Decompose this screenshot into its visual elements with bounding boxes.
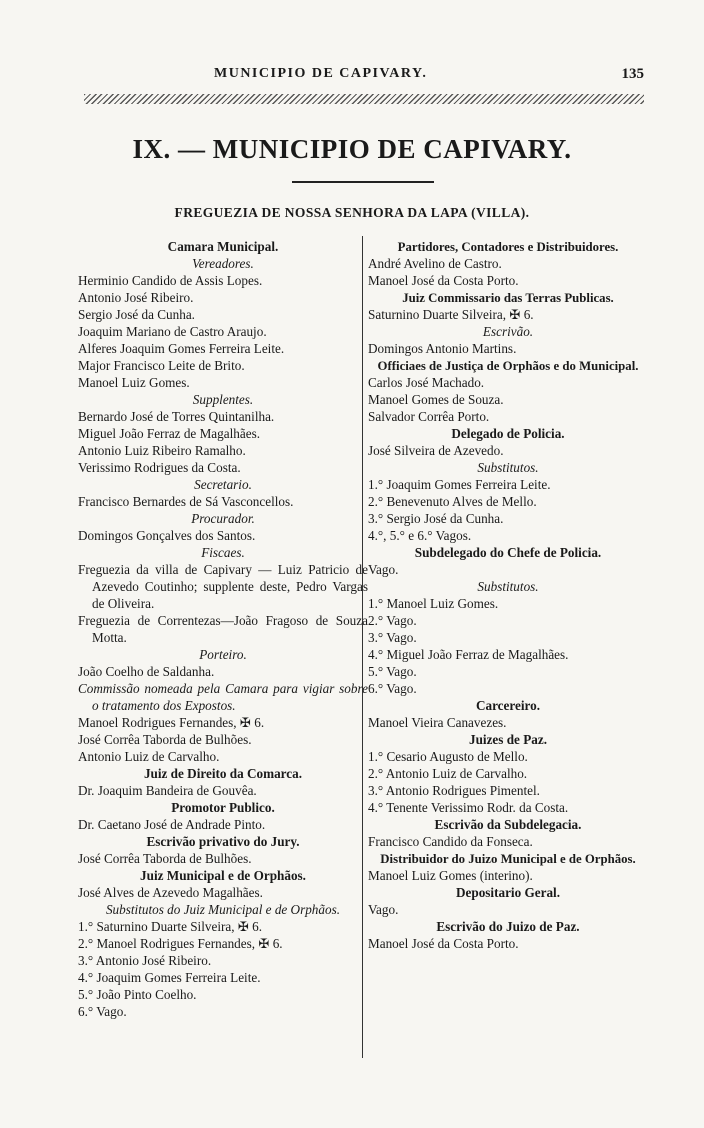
list-item: Miguel João Ferraz de Magalhães. [78,426,260,441]
subsection-heading: Porteiro. [199,647,247,662]
list-item: 2.° Antonio Luiz de Carvalho. [368,766,528,781]
section-heading: Juiz Commissario das Terras Publicas. [402,291,614,305]
list-item: José Alves de Azevedo Magalhães. [78,885,263,900]
list-item: Manoel Luiz Gomes. [78,375,190,390]
subsection-heading: Substitutos. [477,579,539,594]
list-item: 2.° Vago. [368,613,417,628]
list-item: Joaquim Mariano de Castro Araujo. [78,324,267,339]
list-item: Domingos Antonio Martins. [368,341,517,356]
list-item: Manoel José da Costa Porto. [368,936,519,951]
list-item: André Avelino de Castro. [368,256,502,271]
list-item: 6.° Vago. [368,681,417,696]
list-item: 2.° Benevenuto Alves de Mello. [368,494,537,509]
list-item: Francisco Bernardes de Sá Vasconcellos. [78,494,294,509]
list-item: Francisco Candido da Fonseca. [368,834,533,849]
list-item: 3.° Vago. [368,630,417,645]
section-heading: Partidores, Contadores e Distribuidores. [397,240,619,254]
list-item: Major Francisco Leite de Brito. [78,358,245,373]
list-item: Dr. Joaquim Bandeira de Gouvêa. [78,783,257,798]
list-item: 6.° Vago. [78,1004,127,1019]
list-item: Alferes Joaquim Gomes Ferreira Leite. [78,341,285,356]
subsection-heading: Procurador. [191,511,255,526]
list-item: 1.° Saturnino Duarte Silveira, ✠ 6. [78,919,263,934]
subsection-heading: Vereadores. [192,256,254,271]
freguezia-heading: FREGUEZIA DE NOSSA SENHORA DA LAPA (VILLA). [174,205,530,220]
section-heading: Juizes de Paz. [468,732,547,747]
list-item: 3.° Antonio Rodrigues Pimentel. [368,783,540,798]
subsection-heading: Substitutos. [477,460,539,475]
section-heading: Juiz Municipal e de Orphãos. [140,868,306,883]
page-number: 135 [621,66,644,82]
section-heading: Subdelegado do Chefe de Policia. [414,545,602,560]
paragraph-item: Freguezia da villa de Capivary — Luiz Patricio de Azevedo Coutinho; supplente deste, Pedro Vargas de Oliveira. [78,562,368,611]
list-item: 2.° Manoel Rodrigues Fernandes, ✠ 6. [78,936,283,951]
section-heading: Escrivão privativo do Jury. [146,834,300,849]
subsection-heading: Substitutos do Juiz Municipal e de Orphãos. [105,902,341,917]
section-heading: Distribuidor do Juizo Municipal e de Orphãos. [380,852,636,866]
list-item: Bernardo José de Torres Quintanilha. [78,409,275,424]
subsection-heading: Fiscaes. [201,545,245,560]
list-item: João Coelho de Saldanha. [78,664,215,679]
subsection-heading: Secretario. [194,477,252,492]
list-item: Vago. [368,562,399,577]
list-item: Vago. [368,902,399,917]
list-item: 5.° João Pinto Coelho. [78,987,197,1002]
section-heading: Escrivão do Juizo de Paz. [436,919,580,934]
paragraph-item: Freguezia de Correntezas—João Fragoso de Souza Motta. [78,613,368,645]
left-column [78,238,368,1020]
list-item: Antonio Luiz Ribeiro Ramalho. [78,443,246,458]
list-item: Manoel Luiz Gomes (interino). [368,868,533,883]
list-item: Salvador Corrêa Porto. [368,409,490,424]
section-heading: Promotor Publico. [171,800,275,815]
list-item: 4.°, 5.° e 6.° Vagos. [368,528,472,543]
section-heading: Camara Municipal. [167,239,279,254]
list-item: Verissimo Rodrigues da Costa. [78,460,241,475]
chapter-rule [292,181,434,183]
chapter-title: IX. — MUNICIPIO DE CAPIVARY. [132,134,572,164]
section-heading: Juiz de Direito da Comarca. [143,766,303,781]
list-item: 5.° Vago. [368,664,417,679]
section-heading: Officiaes de Justiça de Orphãos e do Municipal. [377,359,639,373]
section-heading: Delegado de Policia. [451,426,565,441]
list-item: 1.° Cesario Augusto de Mello. [368,749,528,764]
list-item: 4.° Joaquim Gomes Ferreira Leite. [78,970,261,985]
list-item: 1.° Manoel Luiz Gomes. [368,596,499,611]
list-item: Manoel José da Costa Porto. [368,273,519,288]
list-item: Dr. Caetano José de Andrade Pinto. [78,817,266,832]
wavy-rule-ornament [84,94,644,104]
subsection-heading: Escrivão. [482,324,534,339]
list-item: Saturnino Duarte Silveira, ✠ 6. [368,307,534,322]
list-item: Herminio Candido de Assis Lopes. [78,273,263,288]
running-head-title: MUNICIPIO DE CAPIVARY. [214,66,428,81]
list-item: 3.° Sergio José da Cunha. [368,511,504,526]
list-item: Sergio José da Cunha. [78,307,195,322]
section-heading: Depositario Geral. [455,885,560,900]
list-item: José Corrêa Taborda de Bulhões. [78,732,252,747]
running-head [0,66,704,86]
list-item: Manoel Rodrigues Fernandes, ✠ 6. [78,715,265,730]
list-item: 3.° Antonio José Ribeiro. [78,953,212,968]
section-heading: Carcereiro. [475,698,541,713]
list-item: Antonio Luiz de Carvalho. [78,749,220,764]
list-item: Manoel Gomes de Souza. [368,392,504,407]
list-item: 4.° Tenente Verissimo Rodr. da Costa. [368,800,569,815]
list-item: 1.° Joaquim Gomes Ferreira Leite. [368,477,551,492]
list-item: Antonio José Ribeiro. [78,290,194,305]
list-item: José Silveira de Azevedo. [368,443,504,458]
list-item: Carlos José Machado. [368,375,485,390]
commission-heading: Commissão nomeada pela Camara para vigiar sobre o tratamento dos Expostos. [78,681,368,713]
section-heading: Escrivão da Subdelegacia. [434,817,582,832]
list-item: Manoel Vieira Canavezes. [368,715,507,730]
list-item: José Corrêa Taborda de Bulhões. [78,851,252,866]
right-column [368,238,648,952]
list-item: 4.° Miguel João Ferraz de Magalhães. [368,647,569,662]
subsection-heading: Supplentes. [192,392,254,407]
list-item: Domingos Gonçalves dos Santos. [78,528,256,543]
